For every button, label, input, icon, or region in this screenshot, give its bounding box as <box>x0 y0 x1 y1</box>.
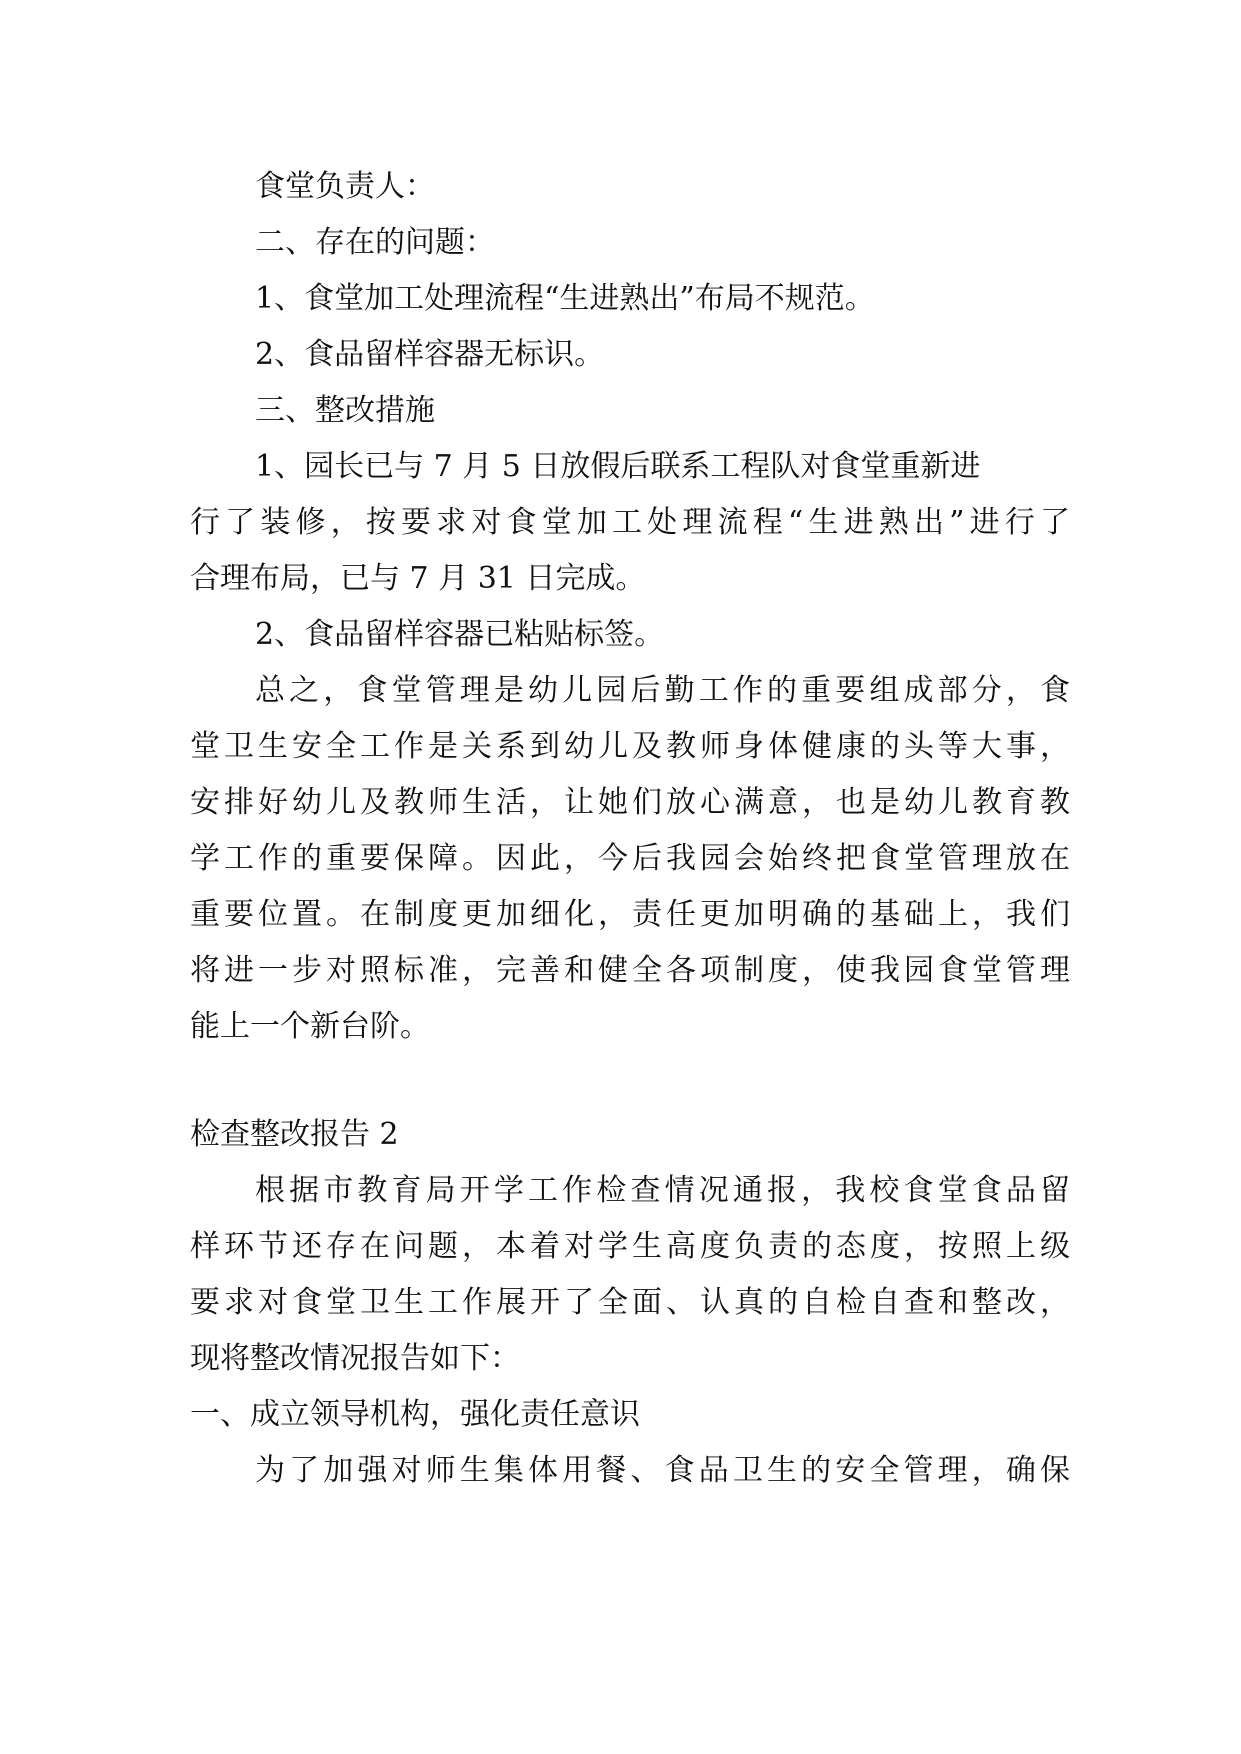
problem-item-2: 2、食品留样容器无标识。 <box>255 337 605 372</box>
report-2-section-heading-1: 一、成立领导机构，强化责任意识 <box>190 1397 640 1432</box>
summary-line-4: 学工作的重要保障。因此，今后我园会始终把食堂管理放在 <box>190 841 1070 876</box>
section-heading-measures: 三、整改措施 <box>255 393 435 428</box>
report-2-intro-line-4: 现将整改情况报告如下： <box>190 1341 520 1376</box>
report-2-intro-line-2: 样环节还存在问题，本着对学生高度负责的态度，按照上级 <box>190 1229 1070 1264</box>
report-2-intro-line-3: 要求对食堂卫生工作展开了全面、认真的自检自查和整改， <box>190 1285 1070 1320</box>
summary-line-6: 将进一步对照标准，完善和健全各项制度，使我园食堂管理 <box>190 953 1070 988</box>
report-2-intro-line-1: 根据市教育局开学工作检查情况通报，我校食堂食品留 <box>255 1173 1070 1208</box>
measure-item-1-line-2: 行了装修，按要求对食堂加工处理流程“生进熟出”进行了 <box>190 505 1070 540</box>
summary-line-3: 安排好幼儿及教师生活，让她们放心满意，也是幼儿教育教 <box>190 785 1070 820</box>
problem-item-1: 1、食堂加工处理流程“生进熟出”布局不规范。 <box>255 281 875 316</box>
measure-item-1-line-1: 1、园长已与 7 月 5 日放假后联系工程队对食堂重新进 <box>255 449 981 484</box>
summary-line-2: 堂卫生安全工作是关系到幼儿及教师身体健康的头等大事， <box>190 729 1070 764</box>
summary-line-1: 总之，食堂管理是幼儿园后勤工作的重要组成部分，食 <box>255 673 1070 708</box>
report-2-body-line-1: 为了加强对师生集体用餐、食品卫生的安全管理，确保 <box>255 1453 1070 1488</box>
section-heading-problems: 二、存在的问题： <box>255 225 495 260</box>
summary-line-7: 能上一个新台阶。 <box>190 1009 430 1044</box>
summary-line-5: 重要位置。在制度更加细化，责任更加明确的基础上，我们 <box>190 897 1070 932</box>
report-2-title: 检查整改报告 2 <box>190 1117 399 1152</box>
measure-item-2: 2、食品留样容器已粘贴标签。 <box>255 617 665 652</box>
canteen-manager-line: 食堂负责人： <box>255 169 435 204</box>
measure-item-1-line-3: 合理布局，已与 7 月 31 日完成。 <box>190 561 646 596</box>
